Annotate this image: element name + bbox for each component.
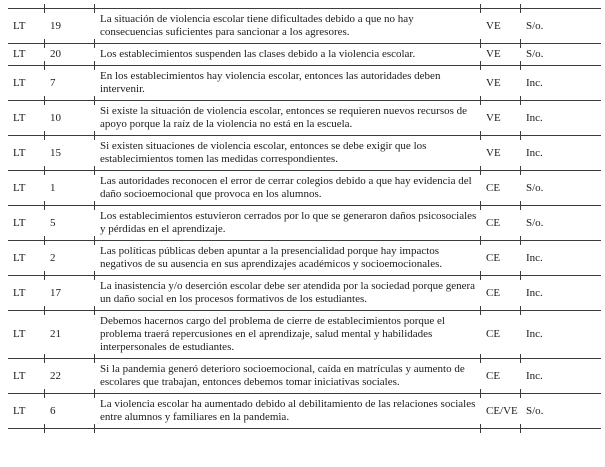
row-code: CE [481,311,521,359]
row-code: CE/VE [481,394,521,429]
row-number: 19 [45,9,95,44]
row-statement-text: La inasistencia y/o deserción escolar debe ser atendida por la sociedad porque genera un daño social en los procesos formativos de los estudiantes. [95,276,481,311]
row-number: 6 [45,394,95,429]
row-statement-text: La situación de violencia escolar tiene dificultades debido a que no hay consecuencias suficientes para sancionar a los agresores. [95,9,481,44]
row-classification: Inc. [521,241,601,276]
row-number: 22 [45,359,95,394]
table-row [8,394,601,429]
row-code: VE [481,44,521,66]
row-type-label: LT [8,101,45,136]
table-row [8,311,601,359]
table-row [8,66,601,101]
row-code: VE [481,101,521,136]
table-row [8,171,601,206]
row-code: VE [481,136,521,171]
row-statement-text: Los establecimientos estuvieron cerrados por lo que se generaron daños psicosociales y pérdidas en el aprendizaje. [95,206,481,241]
row-number: 7 [45,66,95,101]
row-type-label: LT [8,66,45,101]
row-classification: Inc. [521,276,601,311]
row-statement-text: En los establecimientos hay violencia escolar, entonces las autoridades deben intervenir. [95,66,481,101]
table-row [8,359,601,394]
table-row [8,44,601,66]
row-code: CE [481,241,521,276]
row-classification: S/o. [521,44,601,66]
row-statement-text: Los establecimientos suspenden las clases debido a la violencia escolar. [95,44,481,66]
statements-table-body [8,9,601,429]
row-classification: S/o. [521,394,601,429]
row-statement-text: Debemos hacernos cargo del problema de cierre de establecimientos porque el problema traerá repercusiones en el aprendizaje, salud mental y habilidades interpersonales de estudiantes. [95,311,481,359]
row-classification: Inc. [521,359,601,394]
row-statement-text: La violencia escolar ha aumentado debido al debilitamiento de las relaciones sociales entre alumnos y familiares en la pandemia. [95,394,481,429]
table-row [8,101,601,136]
row-classification: S/o. [521,171,601,206]
row-number: 20 [45,44,95,66]
row-type-label: LT [8,44,45,66]
row-type-label: LT [8,359,45,394]
row-code: VE [481,9,521,44]
row-type-label: LT [8,136,45,171]
statements-table [8,8,601,429]
row-code: CE [481,276,521,311]
row-statement-text: Si existe la situación de violencia escolar, entonces se requieren nuevos recursos de apoyo porque la raíz de la violencia no está en la escuela. [95,101,481,136]
row-type-label: LT [8,276,45,311]
row-statement-text: Las políticas públicas deben apuntar a la presencialidad porque hay impactos negativos de su ausencia en sus aprendizajes académicos y socioemocionales. [95,241,481,276]
row-classification: S/o. [521,9,601,44]
row-classification: S/o. [521,206,601,241]
row-statement-text: Las autoridades reconocen el error de cerrar colegios debido a que hay evidencia del daño socioemocional que provoca en los alumnos. [95,171,481,206]
row-statement-text: Si la pandemia generó deterioro socioemocional, caída en matrículas y aumento de escolares que trabajan, entonces debemos tomar iniciativas sociales. [95,359,481,394]
row-classification: Inc. [521,136,601,171]
row-type-label: LT [8,9,45,44]
table-row [8,241,601,276]
row-statement-text: Si existen situaciones de violencia escolar, entonces se debe exigir que los establecimientos tomen las medidas correspondientes. [95,136,481,171]
row-code: CE [481,171,521,206]
row-type-label: LT [8,171,45,206]
row-classification: Inc. [521,311,601,359]
row-number: 17 [45,276,95,311]
row-classification: Inc. [521,66,601,101]
row-code: CE [481,359,521,394]
row-number: 21 [45,311,95,359]
row-classification: Inc. [521,101,601,136]
row-number: 15 [45,136,95,171]
table-row [8,136,601,171]
row-code: VE [481,66,521,101]
table-row [8,9,601,44]
row-type-label: LT [8,241,45,276]
row-type-label: LT [8,206,45,241]
row-number: 10 [45,101,95,136]
row-number: 2 [45,241,95,276]
row-number: 1 [45,171,95,206]
row-type-label: LT [8,394,45,429]
row-code: CE [481,206,521,241]
table-row [8,276,601,311]
row-number: 5 [45,206,95,241]
row-type-label: LT [8,311,45,359]
table-row [8,206,601,241]
